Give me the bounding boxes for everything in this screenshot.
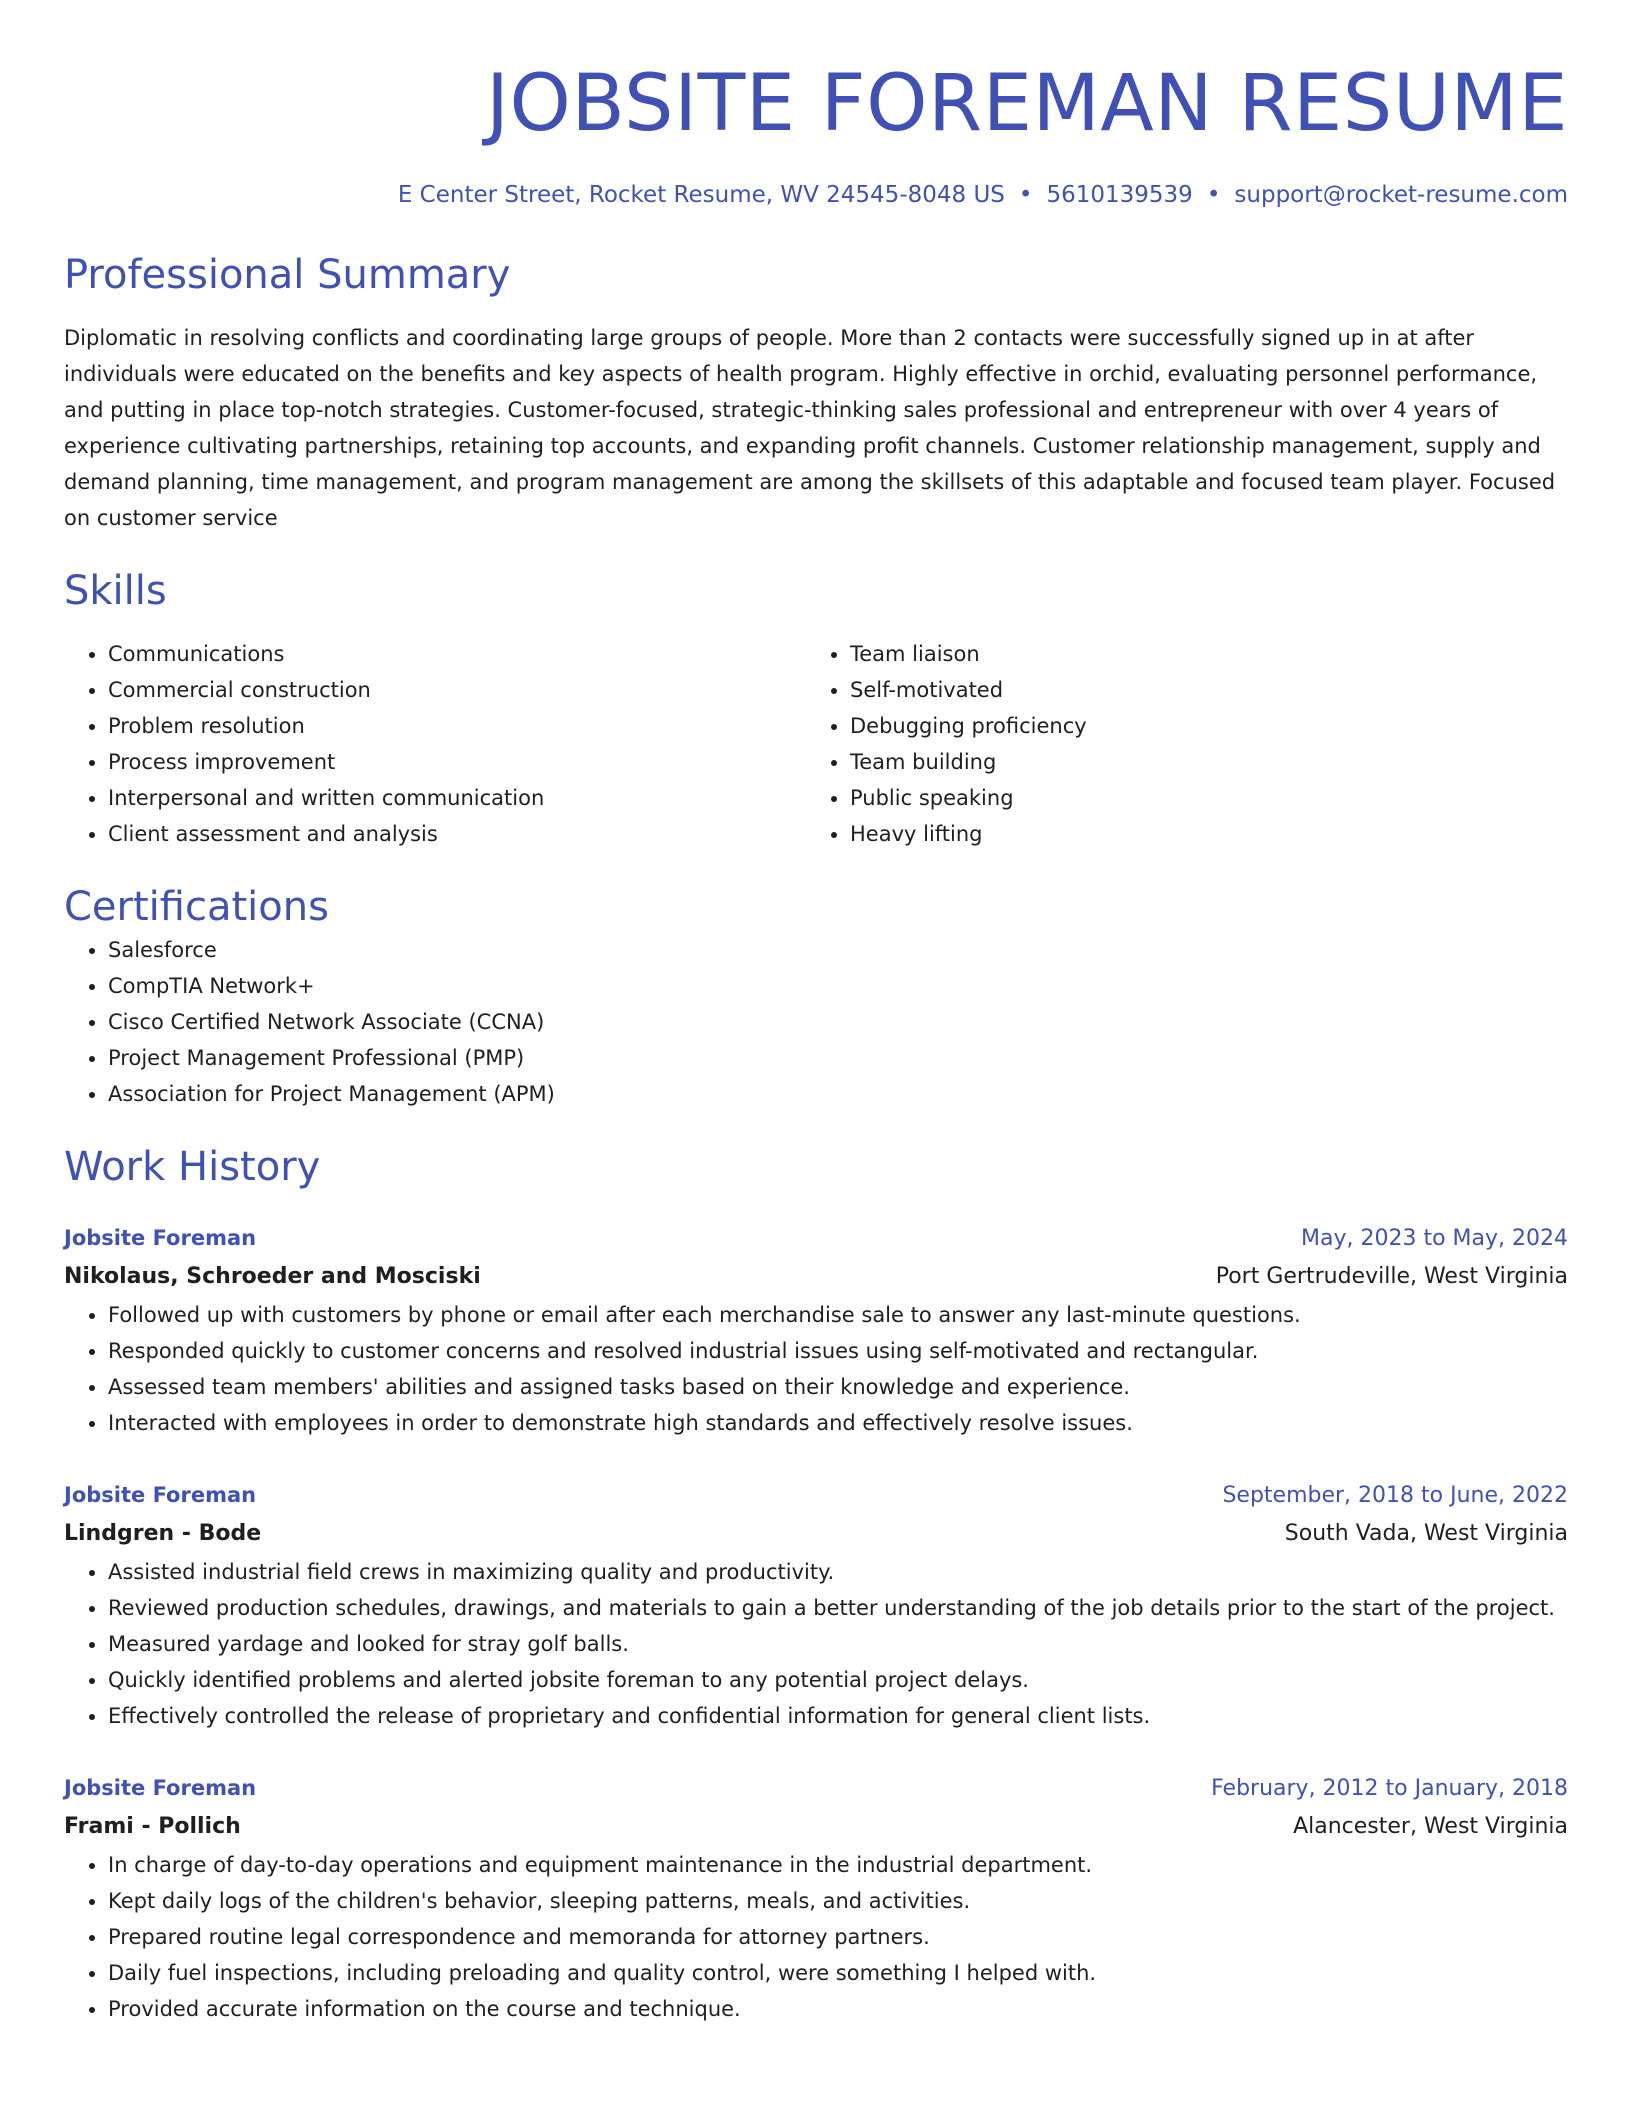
job-dates: February, 2012 to January, 2018 [1211, 1776, 1568, 1801]
job-employer-row [64, 1257, 1568, 1297]
skill-item: • Client assessment and analysis [108, 816, 806, 852]
skills-grid [64, 636, 1568, 852]
skill-item: • Debugging proficiency [850, 708, 1548, 744]
skill-item: • Self-motivated [850, 672, 1548, 708]
job-location: Port Gertrudeville, West Virginia [1215, 1264, 1568, 1289]
job-title: Jobsite Foreman [64, 1226, 257, 1250]
skill-item: • Team liaison [850, 636, 1548, 672]
job-duties-list [64, 1554, 1568, 1734]
job-duty: • In charge of day-to-day operations and equipment maintenance in the industrial department. [108, 1847, 1568, 1883]
skill-item: • Process improvement [108, 744, 806, 780]
job-entry [64, 1220, 1568, 1441]
contact-separator: • [1206, 182, 1221, 208]
job-duties-list [64, 1847, 1568, 2027]
job-duty: • Measured yardage and looked for stray golf balls. [108, 1626, 1568, 1662]
certification-item: • Cisco Certified Network Associate (CCNA) [108, 1004, 1568, 1040]
job-company: Nikolaus, Schroeder and Mosciski [64, 1264, 481, 1289]
job-duty: • Kept daily logs of the children's behavior, sleeping patterns, meals, and activities. [108, 1883, 1568, 1919]
skills-heading: Skills [64, 568, 167, 614]
job-entry [64, 1770, 1568, 2027]
job-company: Frami - Pollich [64, 1814, 241, 1839]
certifications-list [64, 932, 1568, 1112]
summary-section [64, 250, 1568, 536]
skill-item: • Team building [850, 744, 1548, 780]
job-duty: • Daily fuel inspections, including preloading and quality control, were something I helped with. [108, 1955, 1568, 1991]
job-duties-list [64, 1297, 1568, 1441]
certification-item: • Association for Project Management (APM) [108, 1076, 1568, 1112]
skills-list-left [64, 636, 806, 852]
skill-item: • Heavy lifting [850, 816, 1548, 852]
skills-column-right [806, 636, 1548, 852]
resume-title: JOBSITE FOREMAN RESUME [486, 59, 1568, 149]
skill-item: • Interpersonal and written communication [108, 780, 806, 816]
job-employer-row [64, 1514, 1568, 1554]
job-company: Lindgren - Bode [64, 1521, 262, 1546]
job-duty: • Reviewed production schedules, drawings, and materials to gain a better understanding of the job details prior to the start of the project. [108, 1590, 1568, 1626]
skills-list-right [806, 636, 1548, 852]
job-duty: • Assisted industrial field crews in maximizing quality and productivity. [108, 1554, 1568, 1590]
job-duty: • Assessed team members' abilities and assigned tasks based on their knowledge and experience. [108, 1369, 1568, 1405]
certification-item: • Salesforce [108, 932, 1568, 968]
job-header-row [64, 1770, 1568, 1807]
job-employer-row [64, 1807, 1568, 1847]
skills-section [64, 566, 1568, 852]
job-duty: • Interacted with employees in order to demonstrate high standards and effectively resolve issues. [108, 1405, 1568, 1441]
job-duty: • Provided accurate information on the course and technique. [108, 1991, 1568, 2027]
certifications-section [64, 882, 1568, 1112]
summary-heading: Professional Summary [64, 252, 511, 298]
skills-column-left [64, 636, 806, 852]
summary-text: Diplomatic in resolving conflicts and coordinating large groups of people. More than 2 contacts were successfully signed up in at after individuals were educated on the benefits and key aspects of health program. Highly effective in orchid, evaluating personnel performance, and putting in place top-notch strategies. Customer-focused, strategic-thinking sales professional and entrepreneur with over 4 years of experience cultivating partnerships, retaining top accounts, and expanding profit channels. Customer relationship management, supply and demand planning, time management, and program management are among the skillsets of this adaptable and focused team player. Focused on customer service [64, 326, 1556, 530]
job-header-row [64, 1477, 1568, 1514]
job-header-row [64, 1220, 1568, 1257]
certification-item: • CompTIA Network+ [108, 968, 1568, 1004]
certifications-heading: Certifications [64, 884, 329, 930]
contact-address: E Center Street, Rocket Resume, WV 24545-8048 US [397, 182, 1005, 208]
work-history-heading: Work History [64, 1144, 321, 1190]
contact-email: support@rocket-resume.com [1234, 182, 1568, 208]
contact-separator: • [1018, 182, 1033, 208]
job-dates: September, 2018 to June, 2022 [1222, 1483, 1568, 1508]
skill-item: • Commercial construction [108, 672, 806, 708]
job-duty: • Quickly identified problems and alerted jobsite foreman to any potential project delays. [108, 1662, 1568, 1698]
job-location: Alancester, West Virginia [1293, 1814, 1568, 1839]
job-duty: • Prepared routine legal correspondence and memoranda for attorney partners. [108, 1919, 1568, 1955]
skill-item: • Communications [108, 636, 806, 672]
job-title: Jobsite Foreman [64, 1483, 257, 1507]
contact-phone: 5610139539 [1046, 182, 1193, 208]
job-entry [64, 1477, 1568, 1734]
contact-line [64, 180, 1568, 210]
job-duty: • Responded quickly to customer concerns and resolved industrial issues using self-motivated and rectangular. [108, 1333, 1568, 1369]
job-duty: • Effectively controlled the release of proprietary and confidential information for general client lists. [108, 1698, 1568, 1734]
job-dates: May, 2023 to May, 2024 [1301, 1226, 1568, 1251]
job-location: South Vada, West Virginia [1284, 1521, 1568, 1546]
work-history-section [64, 1142, 1568, 2027]
skill-item: • Problem resolution [108, 708, 806, 744]
skill-item: • Public speaking [850, 780, 1548, 816]
certification-item: • Project Management Professional (PMP) [108, 1040, 1568, 1076]
job-duty: • Followed up with customers by phone or email after each merchandise sale to answer any last-minute questions. [108, 1297, 1568, 1333]
job-title: Jobsite Foreman [64, 1776, 257, 1800]
